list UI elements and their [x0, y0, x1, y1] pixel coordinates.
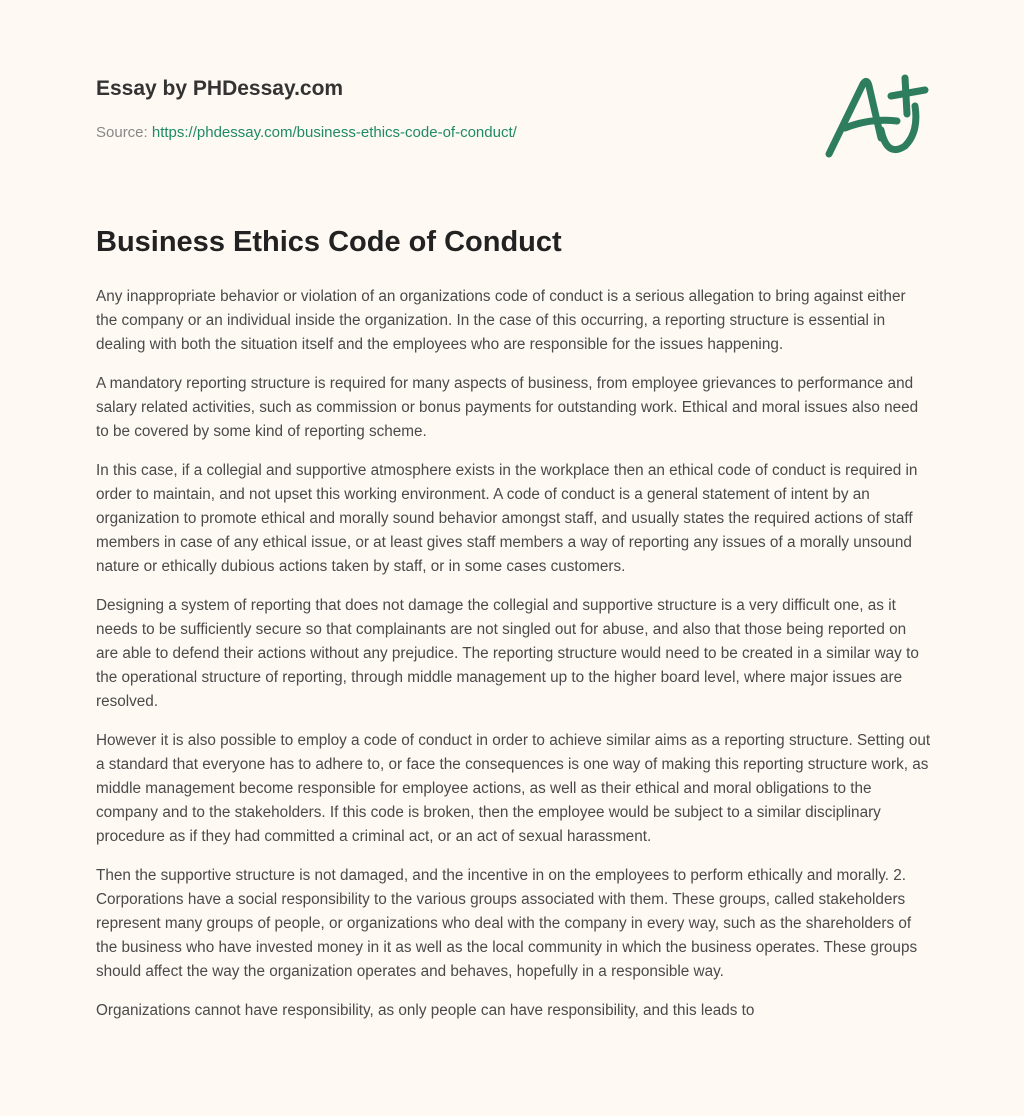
paragraph: Then the supportive structure is not damaged, and the incentive in on the employees to perform ethically and morally. 2. Corporations have a social responsibility to the various groups associated with them. These groups, called stakeholders represent many groups of people, or organizations who deal with the company in every way, such as the shareholders of the business who have invested money in it as well as the local community in which the business operates. These groups should affect the way the organization operates and behaves, hopefully in a responsible way.: [96, 867, 918, 980]
source-link[interactable]: https://phdessay.com/business-ethics-code-of-conduct/: [151, 124, 517, 141]
paragraph: In this case, if a collegial and supportive atmosphere exists in the workplace then an ethical code of conduct is required in order to maintain, and not upset this working environment. A code of conduct is a general statement of intent by an organization to promote ethical and morally sound behavior amongst staff, and usually states the required actions of staff members in case of any ethical issue, or at least gives staff members a way of reporting any issues of a morally unsound nature or ethically dubious actions taken by staff, or in some cases customers.: [96, 462, 918, 575]
paragraph: Designing a system of reporting that does not damage the collegial and supportive structure is a very difficult one, as it needs to be sufficiently secure so that complainants are not singled out for abuse, and also that those being reported on are able to defend their actions without any prejudice. The reporting structure would need to be created in a similar way to the operational structure of reporting, through middle management up to the higher board level, where major issues are resolved.: [96, 597, 919, 710]
source-line: [96, 124, 517, 141]
a-plus-logo-icon: [815, 66, 935, 166]
article-title: Business Ethics Code of Conduct: [96, 226, 562, 258]
article-body: [96, 285, 931, 1038]
paragraph: Organizations cannot have responsibility, as only people can have responsibility, and this leads to: [96, 1002, 755, 1019]
paragraph: However it is also possible to employ a code of conduct in order to achieve similar aims as a reporting structure. Setting out a standard that everyone has to adhere to, or face the consequences is one way of making this reporting structure work, as middle management become responsible for employee actions, as well as their ethical and moral obligations to the company and to the stakeholders. If this code is broken, then the employee would be subject to a similar disciplinary procedure as if they had committed a criminal act, or an act of sexual harassment.: [96, 732, 931, 845]
paragraph: Any inappropriate behavior or violation of an organizations code of conduct is a serious allegation to bring against either the company or an individual inside the organization. In the case of this occurring, a reporting structure is essential in dealing with both the situation itself and the employees who are responsible for the issues happening.: [96, 288, 906, 353]
site-brand: Essay by PHDessay.com: [96, 77, 344, 100]
paragraph: A mandatory reporting structure is required for many aspects of business, from employee grievances to performance and salary related activities, such as commission or bonus payments for outstanding work. Ethical and moral issues also need to be covered by some kind of reporting scheme.: [96, 375, 919, 440]
source-label: Source:: [96, 124, 148, 141]
